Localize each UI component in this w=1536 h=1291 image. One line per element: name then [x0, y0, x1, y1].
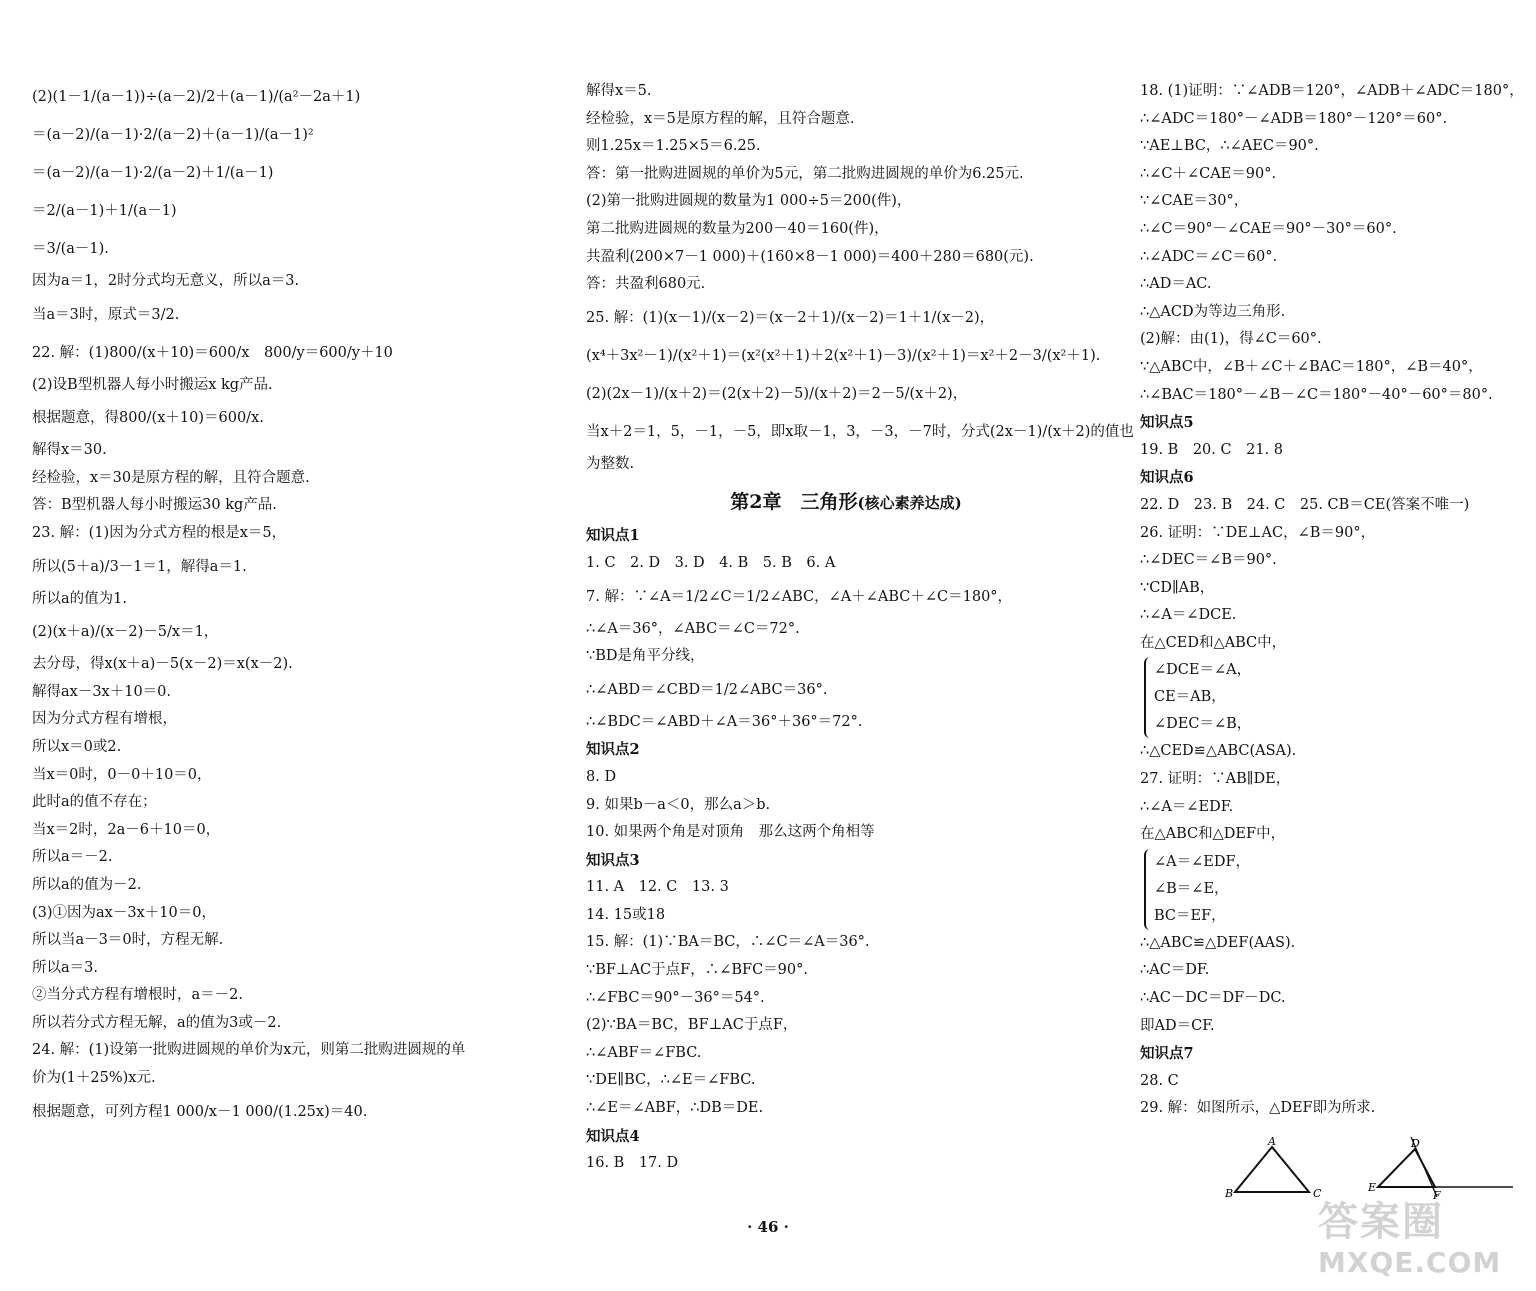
text-line: ∴∠C＋∠CAE＝90°.	[1140, 165, 1277, 182]
text-line: ∴∠E＝∠ABF，∴DB＝DE.	[586, 1100, 764, 1117]
text-line: 19. B 20. C 21. 8	[1140, 441, 1283, 458]
text-line: 所以a＝3.	[32, 959, 98, 976]
text-line: ∵AE⊥BC，∴∠AEC＝90°.	[1140, 138, 1319, 155]
text-line: 16. B 17. D	[586, 1155, 679, 1172]
text-line: BC＝EF，	[1154, 907, 1226, 924]
text-line: (x⁴＋3x²－1)/(x²＋1)＝(x²(x²＋1)＋2(x²＋1)－3)/(x²＋1)＝x²＋2－3/(x²＋1).	[586, 347, 1101, 364]
text-line: 15. 解：(1)∵BA＝BC，∴∠C＝∠A＝36°.	[586, 934, 870, 951]
column-right-part1	[1140, 78, 1524, 657]
label-a: A	[1268, 1135, 1276, 1148]
text-line: 22. 解：(1)800/(x＋10)＝600/x 800/y＝600/y＋10	[32, 344, 393, 361]
text-line: ∴AD＝AC.	[1140, 276, 1212, 293]
text-line: 28. C	[1140, 1072, 1179, 1089]
text-line: (3)①因为ax－3x＋10＝0，	[32, 904, 216, 921]
label-c: C	[1313, 1187, 1322, 1200]
text-line: 知识点6	[1140, 469, 1194, 487]
text-line: 22. D 23. B 24. C 25. CB＝CE(答案不唯一)	[1140, 496, 1470, 513]
text-line: ∴∠A＝36°，∠ABC＝∠C＝72°.	[586, 620, 800, 637]
text-line: 9. 如果b－a＜0，那么a＞b.	[586, 796, 771, 813]
equation-brace-2	[1144, 849, 1250, 930]
text-line: 23. 解：(1)因为分式方程的根是x＝5，	[32, 524, 287, 541]
text-line: 知识点1	[586, 527, 640, 545]
text-line: 所以x＝0或2.	[32, 738, 122, 755]
triangle-abc	[1235, 1147, 1309, 1192]
text-line: (2)(x＋a)/(x－2)－5/x＝1，	[32, 624, 219, 641]
text-line: ∴∠ABD＝∠CBD＝1/2∠ABC＝36°.	[586, 681, 828, 698]
text-line: ＝2/(a－1)＋1/(a－1)	[32, 203, 177, 219]
text-line: 当x＝0时，0－0＋10＝0，	[32, 766, 212, 783]
text-line: 答：第一批购进圆规的单价为5元，第二批购进圆规的单价为6.25元.	[586, 165, 1024, 182]
text-line: ∠B＝∠E，	[1154, 880, 1229, 897]
text-line: ∴∠ABF＝∠FBC.	[586, 1044, 702, 1061]
chapter-title: 第2章 三角形	[730, 491, 858, 514]
text-line: ＝3/(a－1).	[32, 241, 109, 257]
text-line: ∴∠C＝90°－∠CAE＝90°－30°＝60°.	[1140, 220, 1397, 237]
text-line: 经检验，x＝30是原方程的解，且符合题意.	[32, 469, 310, 486]
text-line: 知识点3	[586, 851, 640, 869]
text-line: ∠DEC＝∠B，	[1154, 716, 1252, 733]
text-line: 答：B型机器人每小时搬运30 kg产品.	[32, 497, 277, 514]
text-line: ∴△CED≌△ABC(ASA).	[1140, 743, 1297, 760]
text-line: 第二批购进圆规的数量为200－40＝160(件)，	[586, 220, 889, 237]
text-line: 因为a＝1，2时分式均无意义，所以a＝3.	[32, 273, 300, 289]
column-right-part3	[1140, 930, 1520, 1123]
text-line: ∴∠BDC＝∠ABD＋∠A＝36°＋36°＝72°.	[586, 713, 863, 730]
text-line: 答：共盈利680元.	[586, 276, 706, 293]
text-line: ∴△ABC≌△DEF(AAS).	[1140, 934, 1296, 951]
text-line: 在△CED和△ABC中，	[1140, 634, 1287, 651]
watermark-line2: MXQE.COM	[1318, 1246, 1502, 1279]
text-line: 8. D	[586, 768, 617, 785]
text-line: 因为分式方程有增根，	[32, 711, 177, 728]
text-line: ∵BF⊥AC于点F，∴∠BFC＝90°.	[586, 962, 808, 979]
watermark	[1318, 1198, 1530, 1286]
column-right-part2	[1140, 738, 1520, 848]
text-line: ＝(a－2)/(a－1)·2/(a－2)＋(a－1)/(a－1)²	[32, 127, 314, 143]
text-line: 所以当a－3＝0时，方程无解.	[32, 932, 224, 949]
text-line: 则1.25x＝1.25×5＝6.25.	[586, 138, 761, 155]
text-line: ∴AC＝DF.	[1140, 962, 1210, 979]
label-d: D	[1411, 1137, 1420, 1150]
text-line: (2)(2x－1)/(x＋2)＝(2(x＋2)－5)/(x＋2)＝2－5/(x＋2)，	[586, 385, 968, 402]
text-line: 14. 15或18	[586, 906, 666, 923]
text-line: 29. 解：如图所示，△DEF即为所求.	[1140, 1100, 1376, 1117]
text-line: 当x＝2时，2a－6＋10＝0，	[32, 821, 221, 838]
text-line: 26. 证明：∵DE⊥AC，∠B＝90°，	[1140, 524, 1376, 541]
text-line: 知识点7	[1140, 1045, 1194, 1063]
text-line: ∴∠ADC＝∠C＝60°.	[1140, 248, 1278, 265]
text-line: 所以(5＋a)/3－1＝1，解得a＝1.	[32, 558, 247, 575]
text-line: 即AD＝CF.	[1140, 1017, 1215, 1034]
text-line: 1. C 2. D 3. D 4. B 5. B 6. A	[586, 554, 836, 571]
text-line: ∵∠CAE＝30°，	[1140, 193, 1249, 210]
text-line: ∵DE∥BC，∴∠E＝∠FBC.	[586, 1072, 756, 1089]
text-line: 18. (1)证明：∵∠ADB＝120°，∠ADB＋∠ADC＝180°，	[1140, 83, 1524, 99]
text-line: 所以若分式方程无解，a的值为3或－2.	[32, 1014, 282, 1031]
text-line: ∠A＝∠EDF，	[1154, 853, 1251, 870]
text-line: 27. 证明：∵AB∥DE，	[1140, 771, 1291, 788]
text-line: CE＝AB，	[1154, 689, 1226, 706]
text-line: 11. A 12. C 13. 3	[586, 879, 729, 896]
text-line: 当x＋2＝1，5，－1，－5，即x取－1，3，－3，－7时，分式(2x－1)/(x＋2)的值也	[586, 423, 1134, 440]
text-line: 根据题意，得800/(x＋10)＝600/x.	[32, 410, 264, 427]
text-line: ∵△ABC中，∠B＋∠C＋∠BAC＝180°，∠B＝40°，	[1140, 358, 1483, 375]
text-line: ∠DCE＝∠A，	[1154, 662, 1252, 679]
text-line: 当a＝3时，原式＝3/2.	[32, 306, 180, 323]
text-line: (2)∵BA＝BC，BF⊥AC于点F，	[586, 1017, 798, 1034]
text-line: (2)(1－1/(a－1))÷(a－2)/2＋(a－1)/(a²－2a＋1)	[32, 89, 361, 105]
text-line: (2)解：由(1)，得∠C＝60°.	[1140, 331, 1322, 348]
text-line: ∴∠A＝∠EDF.	[1140, 798, 1234, 815]
chapter-heading	[586, 482, 1106, 522]
text-line: ∴△ACD为等边三角形.	[1140, 303, 1286, 320]
text-line: 知识点4	[586, 1127, 640, 1145]
text-line: 知识点5	[1140, 414, 1194, 432]
watermark-line1: 答案圈	[1318, 1199, 1444, 1245]
column-left	[32, 78, 537, 1131]
text-line: ②当分式方程有增根时，a＝－2.	[32, 987, 243, 1004]
column-right	[1140, 78, 1524, 1123]
text-line: ＝(a－2)/(a－1)·2/(a－2)＋1/(a－1)	[32, 165, 274, 181]
text-line: 共盈利(200×7－1 000)＋(160×8－1 000)＝400＋280＝680(元).	[586, 248, 1034, 265]
page-number: · 46 ·	[747, 1218, 789, 1236]
text-line: 7. 解：∵∠A＝1/2∠C＝1/2∠ABC，∠A＋∠ABC＋∠C＝180°，	[586, 588, 1013, 605]
text-line: 解得x＝30.	[32, 442, 107, 459]
text-line: 所以a的值为1.	[32, 590, 127, 607]
text-line: ∴∠DEC＝∠B＝90°.	[1140, 552, 1277, 569]
text-line: 24. 解：(1)设第一批购进圆规的单价为x元，则第二批购进圆规的单	[32, 1042, 466, 1059]
text-line: 在△ABC和△DEF中，	[1140, 826, 1286, 843]
text-line: ∴∠FBC＝90°－36°＝54°.	[586, 989, 765, 1006]
label-e: E	[1368, 1181, 1377, 1194]
text-line: 此时a的值不存在；	[32, 794, 157, 811]
chapter-subtitle: (核心素养达成)	[857, 494, 962, 513]
label-f: F	[1433, 1189, 1441, 1202]
label-b: B	[1225, 1187, 1234, 1200]
text-line: 为整数.	[586, 455, 635, 472]
text-line: 10. 如果两个角是对顶角 那么这两个角相等	[586, 824, 875, 841]
text-line: 解得x＝5.	[586, 83, 652, 99]
column-middle-bottom	[586, 522, 1106, 1177]
text-line: ∵CD∥AB，	[1140, 579, 1215, 596]
text-line: 经检验，x＝5是原方程的解，且符合题意.	[586, 110, 855, 127]
text-line: ∴∠BAC＝180°－∠B－∠C＝180°－40°－60°＝80°.	[1140, 386, 1493, 403]
text-line: ∵BD是角平分线，	[586, 648, 705, 665]
text-line: 去分母，得x(x＋a)－5(x－2)＝x(x－2).	[32, 656, 293, 673]
text-line: 根据题意，可列方程1 000/x－1 000/(1.25x)＝40.	[32, 1103, 368, 1120]
text-line: 价为(1＋25%)x元.	[32, 1070, 156, 1087]
column-middle	[586, 78, 1134, 1178]
triangle-def	[1378, 1149, 1435, 1187]
text-line: (2)第一批购进圆规的数量为1 000÷5＝200(件)，	[586, 193, 912, 210]
equation-brace-1	[1144, 657, 1251, 738]
text-line: ∴∠A＝∠DCE.	[1140, 607, 1237, 624]
text-line: 解得ax－3x＋10＝0.	[32, 683, 172, 700]
column-middle-top	[586, 78, 1134, 478]
text-line: (2)设B型机器人每小时搬运x kg产品.	[32, 376, 273, 393]
text-line: ∴∠ADC＝180°－∠ADB＝180°－120°＝60°.	[1140, 110, 1448, 127]
text-line: 25. 解：(1)(x－1)/(x－2)＝(x－2＋1)/(x－2)＝1＋1/(x－2)，	[586, 309, 995, 326]
triangle-figure	[1225, 1135, 1525, 1205]
text-line: 知识点2	[586, 741, 640, 759]
text-line: 所以a＝－2.	[32, 849, 113, 866]
text-line: ∴AC－DC＝DF－DC.	[1140, 990, 1286, 1007]
text-line: 所以a的值为－2.	[32, 876, 142, 893]
